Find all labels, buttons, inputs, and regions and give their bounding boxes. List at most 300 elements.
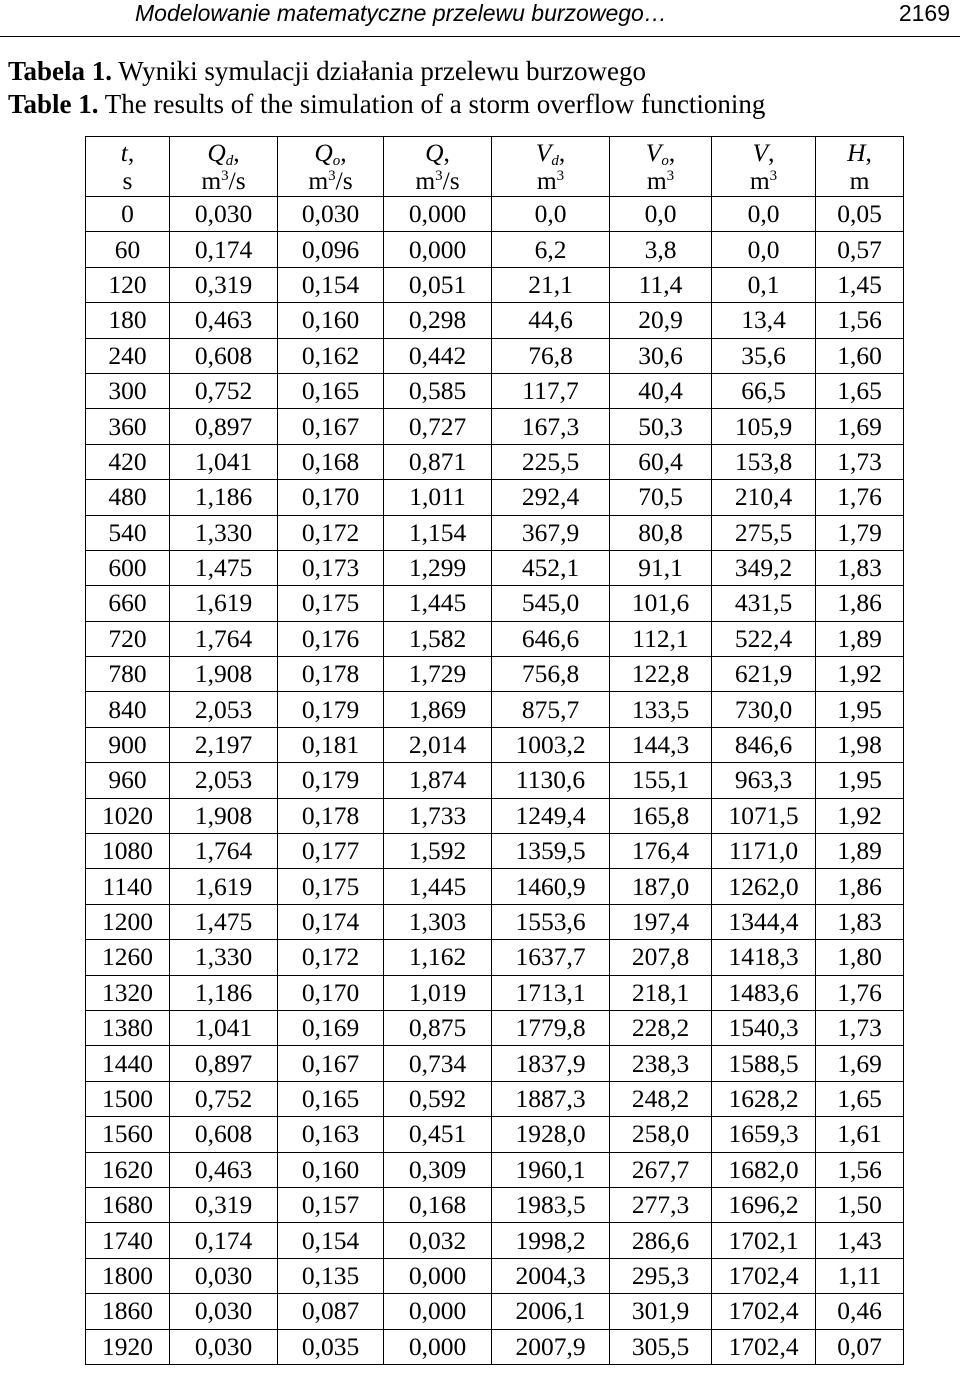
- table-caption-pl: [8, 55, 646, 87]
- table-cell: 0,57: [816, 232, 904, 267]
- table-body: [86, 197, 904, 1365]
- table-cell: 720: [86, 621, 170, 656]
- table-row: [86, 232, 904, 267]
- table-cell: 0,608: [170, 338, 278, 373]
- table-row: [86, 869, 904, 904]
- table-cell: 1682,0: [712, 1152, 816, 1187]
- table-cell: 0,172: [278, 940, 384, 975]
- table-cell: 0,0: [712, 232, 816, 267]
- table-cell: 144,3: [610, 727, 712, 762]
- table-cell: 0: [86, 197, 170, 232]
- table-cell: 1,65: [816, 373, 904, 408]
- table-cell: 60: [86, 232, 170, 267]
- table-cell: 133,5: [610, 692, 712, 727]
- table-cell: 1,69: [816, 1046, 904, 1081]
- table-cell: 197,4: [610, 904, 712, 939]
- table-cell: 1702,4: [712, 1258, 816, 1293]
- table-cell: 1540,3: [712, 1010, 816, 1045]
- column-symbol: $Q_o$,: [314, 138, 347, 169]
- table-cell: 6,2: [492, 232, 610, 267]
- table-cell: 0,0: [712, 197, 816, 232]
- table-cell: 0,0: [610, 197, 712, 232]
- table-cell: 0,174: [278, 904, 384, 939]
- table-cell: 1,908: [170, 798, 278, 833]
- page-number: 2169: [898, 0, 950, 26]
- table-cell: 1553,6: [492, 904, 610, 939]
- table-cell: 1003,2: [492, 727, 610, 762]
- running-header: [0, 0, 960, 37]
- table-cell: 1,869: [384, 692, 492, 727]
- table-cell: 13,4: [712, 303, 816, 338]
- table-cell: 0,175: [278, 586, 384, 621]
- column-symbol: $V_d$,: [535, 138, 566, 169]
- table-cell: 1071,5: [712, 798, 816, 833]
- table-cell: 420: [86, 444, 170, 479]
- column-symbol: $V_o$,: [645, 138, 676, 169]
- table-cell: 228,2: [610, 1010, 712, 1045]
- table-row: [86, 586, 904, 621]
- column-header: [712, 137, 816, 197]
- table-cell: 1,582: [384, 621, 492, 656]
- table-cell: 756,8: [492, 657, 610, 692]
- table-row: [86, 303, 904, 338]
- table-cell: 545,0: [492, 586, 610, 621]
- table-cell: 187,0: [610, 869, 712, 904]
- table-cell: 0,172: [278, 515, 384, 550]
- table-cell: 1,89: [816, 834, 904, 869]
- table-cell: 0,154: [278, 1223, 384, 1258]
- table-cell: 1779,8: [492, 1010, 610, 1045]
- table-row: [86, 1329, 904, 1364]
- table-cell: 286,6: [610, 1223, 712, 1258]
- table-cell: 0,165: [278, 373, 384, 408]
- table-cell: 0,585: [384, 373, 492, 408]
- caption-text-en: The results of the simulation of a storm overflow functioning: [98, 89, 766, 119]
- column-unit: $m^3$: [646, 166, 675, 195]
- table-cell: 0,178: [278, 657, 384, 692]
- table-cell: 1928,0: [492, 1117, 610, 1152]
- table-cell: 0,030: [170, 1258, 278, 1293]
- table-cell: 1500: [86, 1081, 170, 1116]
- table-cell: 1,475: [170, 550, 278, 585]
- table-header: [86, 137, 904, 197]
- table-cell: 0,463: [170, 1152, 278, 1187]
- table-cell: 1262,0: [712, 869, 816, 904]
- table-cell: 1,56: [816, 303, 904, 338]
- table-cell: 621,9: [712, 657, 816, 692]
- table-cell: 0,0: [492, 197, 610, 232]
- table-row: [86, 763, 904, 798]
- table-cell: 1,041: [170, 444, 278, 479]
- table-cell: 1,76: [816, 480, 904, 515]
- table-cell: 1140: [86, 869, 170, 904]
- table-cell: 1,98: [816, 727, 904, 762]
- table-cell: 225,5: [492, 444, 610, 479]
- column-header: [86, 137, 170, 197]
- table-cell: 660: [86, 586, 170, 621]
- table-cell: 1,019: [384, 975, 492, 1010]
- table-row: [86, 373, 904, 408]
- table-cell: 1,92: [816, 657, 904, 692]
- table-row: [86, 1152, 904, 1187]
- table-row: [86, 940, 904, 975]
- table-row: [86, 197, 904, 232]
- table-cell: 1,619: [170, 869, 278, 904]
- table-cell: 1,303: [384, 904, 492, 939]
- table-cell: 20,9: [610, 303, 712, 338]
- table-cell: 155,1: [610, 763, 712, 798]
- table-cell: 0,176: [278, 621, 384, 656]
- table-cell: 0,608: [170, 1117, 278, 1152]
- table-cell: 1628,2: [712, 1081, 816, 1116]
- table-cell: 153,8: [712, 444, 816, 479]
- table-cell: 452,1: [492, 550, 610, 585]
- table-cell: 1,330: [170, 515, 278, 550]
- table-cell: 0,309: [384, 1152, 492, 1187]
- table-row: [86, 904, 904, 939]
- table-cell: 1,908: [170, 657, 278, 692]
- table-cell: 0,032: [384, 1223, 492, 1258]
- table-cell: 2,053: [170, 763, 278, 798]
- table-row: [86, 409, 904, 444]
- table-cell: 44,6: [492, 303, 610, 338]
- table-cell: 0,087: [278, 1294, 384, 1329]
- table-cell: 1,11: [816, 1258, 904, 1293]
- table-cell: 218,1: [610, 975, 712, 1010]
- table-cell: 1,445: [384, 586, 492, 621]
- column-symbol: Q,: [425, 138, 450, 167]
- table-cell: 0,871: [384, 444, 492, 479]
- table-row: [86, 798, 904, 833]
- table-row: [86, 550, 904, 585]
- table-cell: 40,4: [610, 373, 712, 408]
- header-row: [86, 137, 904, 197]
- table-cell: 0,734: [384, 1046, 492, 1081]
- table-cell: 1,592: [384, 834, 492, 869]
- table-cell: 1702,4: [712, 1329, 816, 1364]
- table-cell: 0,030: [278, 197, 384, 232]
- table-cell: 3,8: [610, 232, 712, 267]
- table-cell: 0,154: [278, 267, 384, 302]
- table-cell: 1696,2: [712, 1187, 816, 1222]
- table-row: [86, 480, 904, 515]
- table-cell: 1,764: [170, 834, 278, 869]
- running-title: Modelowanie matematyczne przelewu burzowego…: [135, 0, 667, 26]
- table-cell: 80,8: [610, 515, 712, 550]
- column-header: [170, 137, 278, 197]
- table-cell: 1359,5: [492, 834, 610, 869]
- table-cell: 0,46: [816, 1294, 904, 1329]
- table-cell: 122,8: [610, 657, 712, 692]
- table-cell: 0,030: [170, 1294, 278, 1329]
- table-cell: 11,4: [610, 267, 712, 302]
- caption-text-pl: Wyniki symulacji działania przelewu burzowego: [112, 56, 646, 86]
- table-cell: 70,5: [610, 480, 712, 515]
- table-cell: 963,3: [712, 763, 816, 798]
- table-cell: 0,592: [384, 1081, 492, 1116]
- table-cell: 117,7: [492, 373, 610, 408]
- column-header: [610, 137, 712, 197]
- column-header: [816, 137, 904, 197]
- table-row: [86, 338, 904, 373]
- table-row: [86, 1258, 904, 1293]
- table-cell: 301,9: [610, 1294, 712, 1329]
- column-unit: $m^3/s$: [201, 166, 246, 195]
- table-cell: 0,000: [384, 1294, 492, 1329]
- table-cell: 0,897: [170, 1046, 278, 1081]
- table-cell: 0,178: [278, 798, 384, 833]
- table-cell: 35,6: [712, 338, 816, 373]
- table-cell: 0,163: [278, 1117, 384, 1152]
- table-cell: 180: [86, 303, 170, 338]
- table-cell: 1,76: [816, 975, 904, 1010]
- table-cell: 1,83: [816, 550, 904, 585]
- table-cell: 1837,9: [492, 1046, 610, 1081]
- table-cell: 0,169: [278, 1010, 384, 1045]
- table-cell: 0,165: [278, 1081, 384, 1116]
- table-cell: 1,83: [816, 904, 904, 939]
- table-cell: 0,170: [278, 975, 384, 1010]
- column-symbol: V,: [752, 138, 775, 167]
- table-cell: 1249,4: [492, 798, 610, 833]
- table-cell: 1,186: [170, 975, 278, 1010]
- table-cell: 1659,3: [712, 1117, 816, 1152]
- table-cell: 1483,6: [712, 975, 816, 1010]
- column-symbol: t,: [120, 138, 135, 167]
- table-cell: 1,299: [384, 550, 492, 585]
- table-row: [86, 1046, 904, 1081]
- table-cell: 0,181: [278, 727, 384, 762]
- table-cell: 2007,9: [492, 1329, 610, 1364]
- table-cell: 1460,9: [492, 869, 610, 904]
- table-cell: 1,50: [816, 1187, 904, 1222]
- table-cell: 0,157: [278, 1187, 384, 1222]
- table-cell: 1637,7: [492, 940, 610, 975]
- table-cell: 1,729: [384, 657, 492, 692]
- table-cell: 0,174: [170, 232, 278, 267]
- table-cell: 0,897: [170, 409, 278, 444]
- table-cell: 1,56: [816, 1152, 904, 1187]
- table-cell: 1983,5: [492, 1187, 610, 1222]
- column-unit: $m^3/s$: [415, 166, 460, 195]
- table-cell: 0,451: [384, 1117, 492, 1152]
- table-cell: 50,3: [610, 409, 712, 444]
- table-cell: 2006,1: [492, 1294, 610, 1329]
- table-cell: 30,6: [610, 338, 712, 373]
- table-cell: 540: [86, 515, 170, 550]
- table-cell: 2,197: [170, 727, 278, 762]
- table-cell: 0,000: [384, 1258, 492, 1293]
- table-cell: 1,041: [170, 1010, 278, 1045]
- table-cell: 210,4: [712, 480, 816, 515]
- table-cell: 1,45: [816, 267, 904, 302]
- table-cell: 480: [86, 480, 170, 515]
- table-cell: 112,1: [610, 621, 712, 656]
- table-cell: 60,4: [610, 444, 712, 479]
- table-cell: 1,73: [816, 444, 904, 479]
- table-cell: 431,5: [712, 586, 816, 621]
- table-cell: 1620: [86, 1152, 170, 1187]
- table-cell: 0,162: [278, 338, 384, 373]
- table-cell: 0,319: [170, 267, 278, 302]
- table-cell: 360: [86, 409, 170, 444]
- table-cell: 1,619: [170, 586, 278, 621]
- table-cell: 0,167: [278, 409, 384, 444]
- table-cell: 522,4: [712, 621, 816, 656]
- table-cell: 2,053: [170, 692, 278, 727]
- table-cell: 1,445: [384, 869, 492, 904]
- table-cell: 0,173: [278, 550, 384, 585]
- table-cell: 1887,3: [492, 1081, 610, 1116]
- column-symbol: $Q_d$,: [207, 138, 240, 169]
- table-row: [86, 657, 904, 692]
- table-cell: 646,6: [492, 621, 610, 656]
- table-cell: 0,179: [278, 763, 384, 798]
- table-cell: 1,154: [384, 515, 492, 550]
- table-cell: 1,874: [384, 763, 492, 798]
- table-cell: 76,8: [492, 338, 610, 373]
- table-cell: 1,73: [816, 1010, 904, 1045]
- table-cell: 0,096: [278, 232, 384, 267]
- table-cell: 1998,2: [492, 1223, 610, 1258]
- table-row: [86, 1010, 904, 1045]
- table-cell: 1020: [86, 798, 170, 833]
- table-row: [86, 1294, 904, 1329]
- table-cell: 66,5: [712, 373, 816, 408]
- table-row: [86, 1223, 904, 1258]
- table-cell: 1960,1: [492, 1152, 610, 1187]
- table-cell: 0,035: [278, 1329, 384, 1364]
- table-cell: 1740: [86, 1223, 170, 1258]
- table-cell: 267,7: [610, 1152, 712, 1187]
- table-cell: 1200: [86, 904, 170, 939]
- table-cell: 0,160: [278, 1152, 384, 1187]
- table-cell: 1130,6: [492, 763, 610, 798]
- table-cell: 349,2: [712, 550, 816, 585]
- table-cell: 0,051: [384, 267, 492, 302]
- table-cell: 0,177: [278, 834, 384, 869]
- table-cell: 1702,4: [712, 1294, 816, 1329]
- table-cell: 105,9: [712, 409, 816, 444]
- table-cell: 0,463: [170, 303, 278, 338]
- table-cell: 1,764: [170, 621, 278, 656]
- table-cell: 0,168: [384, 1187, 492, 1222]
- table-cell: 0,000: [384, 232, 492, 267]
- table-cell: 1713,1: [492, 975, 610, 1010]
- caption-label-pl: Tabela 1.: [8, 56, 113, 86]
- table-cell: 300: [86, 373, 170, 408]
- table-cell: 91,1: [610, 550, 712, 585]
- table-cell: 1,733: [384, 798, 492, 833]
- table-cell: 0,030: [170, 197, 278, 232]
- table-cell: 1,92: [816, 798, 904, 833]
- column-unit: $m^3/s$: [308, 166, 353, 195]
- column-unit: s: [122, 166, 133, 195]
- table-cell: 21,1: [492, 267, 610, 302]
- table-cell: 730,0: [712, 692, 816, 727]
- table-cell: 277,3: [610, 1187, 712, 1222]
- table-cell: 600: [86, 550, 170, 585]
- table-cell: 0,442: [384, 338, 492, 373]
- table-cell: 295,3: [610, 1258, 712, 1293]
- table-cell: 1260: [86, 940, 170, 975]
- table-cell: 840: [86, 692, 170, 727]
- table-row: [86, 834, 904, 869]
- table-cell: 1702,1: [712, 1223, 816, 1258]
- table-cell: 101,6: [610, 586, 712, 621]
- table-cell: 0,160: [278, 303, 384, 338]
- table-cell: 1380: [86, 1010, 170, 1045]
- table-cell: 248,2: [610, 1081, 712, 1116]
- table-cell: 1560: [86, 1117, 170, 1152]
- table-cell: 0,175: [278, 869, 384, 904]
- table-cell: 0,174: [170, 1223, 278, 1258]
- table-cell: 1860: [86, 1294, 170, 1329]
- column-symbol: H,: [847, 138, 872, 167]
- table-row: [86, 621, 904, 656]
- table-cell: 900: [86, 727, 170, 762]
- table-cell: 2004,3: [492, 1258, 610, 1293]
- table-cell: 2,014: [384, 727, 492, 762]
- table-cell: 1,186: [170, 480, 278, 515]
- column-unit: $m^3$: [536, 166, 565, 195]
- table-cell: 207,8: [610, 940, 712, 975]
- table-row: [86, 727, 904, 762]
- table-caption-en: [8, 88, 765, 120]
- table-row: [86, 1081, 904, 1116]
- table-cell: 0,135: [278, 1258, 384, 1293]
- table-cell: 1800: [86, 1258, 170, 1293]
- table-cell: 0,167: [278, 1046, 384, 1081]
- table-cell: 1080: [86, 834, 170, 869]
- table-cell: 0,000: [384, 197, 492, 232]
- table-cell: 1,80: [816, 940, 904, 975]
- column-header: [278, 137, 384, 197]
- table-cell: 1171,0: [712, 834, 816, 869]
- table-cell: 780: [86, 657, 170, 692]
- table-cell: 1,011: [384, 480, 492, 515]
- table-cell: 1,162: [384, 940, 492, 975]
- caption-label-en: Table 1.: [8, 89, 99, 119]
- table-cell: 960: [86, 763, 170, 798]
- table-cell: 292,4: [492, 480, 610, 515]
- table-cell: 1,61: [816, 1117, 904, 1152]
- table-cell: 0,05: [816, 197, 904, 232]
- table-row: [86, 975, 904, 1010]
- table-cell: 0,030: [170, 1329, 278, 1364]
- table-cell: 0,319: [170, 1187, 278, 1222]
- table-cell: 1,330: [170, 940, 278, 975]
- table-cell: 0,168: [278, 444, 384, 479]
- column-header: [492, 137, 610, 197]
- table-cell: 0,170: [278, 480, 384, 515]
- table-cell: 0,298: [384, 303, 492, 338]
- column-unit: m: [849, 166, 870, 195]
- table-row: [86, 515, 904, 550]
- table-cell: 1,95: [816, 763, 904, 798]
- results-table: [85, 136, 904, 1365]
- table-cell: 1,43: [816, 1223, 904, 1258]
- table-cell: 0,179: [278, 692, 384, 727]
- table-cell: 0,875: [384, 1010, 492, 1045]
- table-row: [86, 267, 904, 302]
- table-cell: 240: [86, 338, 170, 373]
- table-cell: 0,752: [170, 1081, 278, 1116]
- table-row: [86, 692, 904, 727]
- table-cell: 1680: [86, 1187, 170, 1222]
- table-cell: 0,000: [384, 1329, 492, 1364]
- table-row: [86, 1117, 904, 1152]
